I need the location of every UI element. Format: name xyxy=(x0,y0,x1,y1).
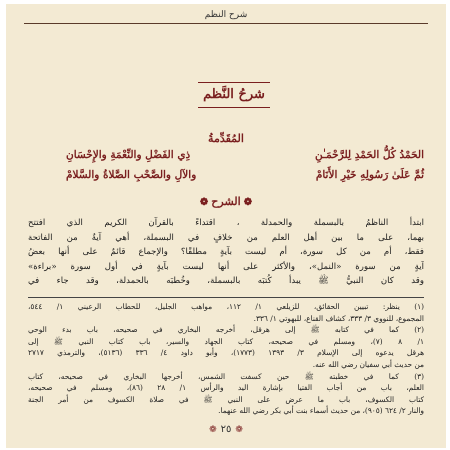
page-number xyxy=(6,424,446,435)
page-number-label: ٢٥ xyxy=(220,424,232,435)
footnote-line: ١/ ٨ (٧)، ومسلم في صحيحه، كتاب الجهاد والسير، باب كتاب النبي ﷺ إلى xyxy=(28,336,424,346)
footnote-line: (٢) كما في كتابه ﷺ إلى هرقل، أخرجه البخاري في صحيحه، باب بدء الوحي xyxy=(28,325,424,335)
footnote-rule xyxy=(28,297,424,298)
verse-1-first-hemistich: الحَمْدُ كُلُّ الحَمْدِ لِلرَّحْمَـٰنِ xyxy=(315,149,424,161)
commentary-body xyxy=(28,216,424,289)
body-line: وقد كان النبيُّ ﷺ يبدأ كُتبَه بالبسملة، وخُطبَه بالحمدلة، وقد جاء في xyxy=(28,276,424,286)
footnote-line: هرقل يدعوه إلى الإسلام ٣/ ١٣٩٣ (١٧٧٣)، وأبو داود ٤/ ٣٣٦ (٥١٣٦)، والترمذي ٢٧١٧ xyxy=(28,348,424,358)
header-rule xyxy=(24,23,428,24)
verse-2-second-hemistich: والآلِ والصَّحْبِ الصَّلاةُ والسَّلامْ xyxy=(66,169,197,181)
chapter-title: شرحُ النَّظم xyxy=(198,82,270,108)
commentary-heading xyxy=(6,195,446,208)
footnote-line: (٣) كما في خطبته ﷺ حين كسفت الشمس، أخرجها البخاري في صحيحه، كتاب xyxy=(28,371,424,381)
footnote-line: العلم، باب من أجاب الفتيا بإشارة اليد والرأس ١/ ٢٨ (٨٦)، ومسلم في صحيحه، xyxy=(28,383,424,393)
running-head: شرح النظم xyxy=(204,10,248,20)
footnote-line: من حديث أبي سفيان رضي الله عنه. xyxy=(312,359,424,369)
body-line: بهما، على ما بين أهل العلم من خلافٍ في البسملة، أهي آيةٌ من الفاتحة xyxy=(28,232,424,243)
ornament-icon: ❁ xyxy=(209,425,217,435)
book-page xyxy=(6,4,446,448)
commentary-heading-label: الشرح xyxy=(211,195,241,208)
verse-2-first-hemistich: ثُمَّ عَلَىٰ رَسُولِهِ خَيْرِ الأَنَامْ xyxy=(315,169,424,181)
body-line: ابتدأ الناظمُ بالبسملة والحمدلة ، اقتداءً بالقرآن الكريم الذي افتتح xyxy=(28,218,424,228)
body-line: آيةٍ من سورة «النمل»، والأكثر على أنها ليست بآيةٍ في أول سورة «براءة» xyxy=(28,261,424,272)
footnote-line: والنار ٢/ ٦٢٤ (٩٠٥)، من حديث أسماء بنت أبي بكر رضي الله عنهما. xyxy=(218,406,424,416)
ornament-icon: ❁ xyxy=(243,197,253,208)
footnote-line: (١) ينظر: تبيين الحقائق، للزيلعي ١/ ١١٢، مواهب الجليل، للحطاب الرعيني ١/ ٥٤٤، xyxy=(28,302,424,311)
section-heading: المُقَدِّمةُ xyxy=(208,132,244,145)
footnote-line: كتاب الكسوف، باب ما عرض على النبي ﷺ في صلاة الكسوف من أمر الجنة xyxy=(28,394,424,404)
body-line: فقط، أم من كل سورة، أم ليست بآيةٍ مطلقًا؟ والإجماع قائمٌ على أنها بعضُ xyxy=(28,247,424,257)
ornament-icon: ❁ xyxy=(235,425,243,435)
verse-1-second-hemistich: ذِي الفَضْلِ والنِّعْمَةِ والإِحْسَانِ xyxy=(66,149,191,161)
ornament-icon: ❁ xyxy=(199,197,209,208)
footnote-line: المجموع، للنووي ٣/ ٣٣٣، كشاف القناع، للبهوتي ١/ ٣٣٦. xyxy=(253,313,424,323)
footnotes xyxy=(28,301,424,417)
